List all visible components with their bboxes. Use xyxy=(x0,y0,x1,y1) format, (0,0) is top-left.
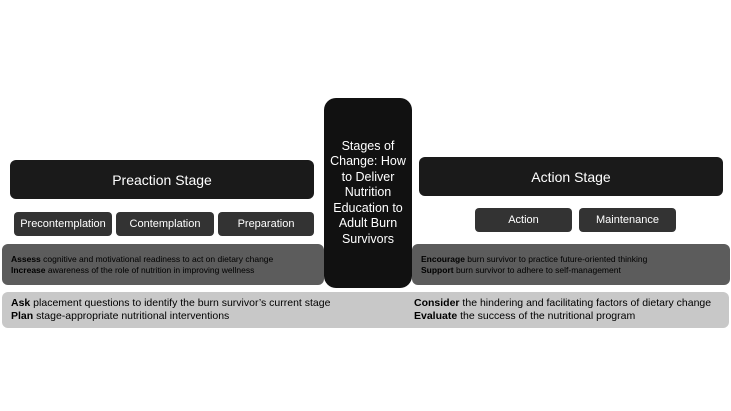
preaction-stage-title: Preaction Stage xyxy=(112,171,212,188)
substage-contemplation: Contemplation xyxy=(116,212,214,236)
substage-preparation: Preparation xyxy=(218,212,314,236)
right-strategy-band xyxy=(370,292,729,328)
substage-precontemplation: Precontemplation xyxy=(14,212,112,236)
left-strategy-band xyxy=(2,292,382,328)
strategy-line-evaluate: Evaluate the success of the nutritional program xyxy=(414,310,636,322)
action-stage-box xyxy=(419,157,723,196)
strategy-line-plan: Plan stage-appropriate nutritional interventions xyxy=(11,310,230,322)
goal-line-encourage: Encourage burn survivor to practice future-oriented thinking xyxy=(421,254,648,264)
strategy-line-ask: Ask placement questions to identify the burn survivor’s current stage xyxy=(11,297,331,309)
strategy-line-consider: Consider the hindering and facilitating factors of dietary change xyxy=(414,297,712,309)
preaction-stage-box xyxy=(10,160,314,199)
substage-action: Action xyxy=(475,208,572,232)
center-title: Stages of Change: How to Deliver Nutrition Education to Adult Burn Survivors xyxy=(330,138,406,246)
goal-line-support: Support burn survivor to adhere to self-management xyxy=(421,264,621,275)
left-goal-band xyxy=(2,244,324,285)
center-title-box xyxy=(324,98,412,288)
right-goal-band xyxy=(412,244,730,285)
goal-line-assess: Assess cognitive and motivational readiness to act on dietary change xyxy=(11,254,274,264)
action-stage-title: Action Stage xyxy=(531,168,611,185)
substage-maintenance: Maintenance xyxy=(579,208,676,232)
goal-line-increase: Increase awareness of the role of nutrition in improving wellness xyxy=(11,264,255,275)
